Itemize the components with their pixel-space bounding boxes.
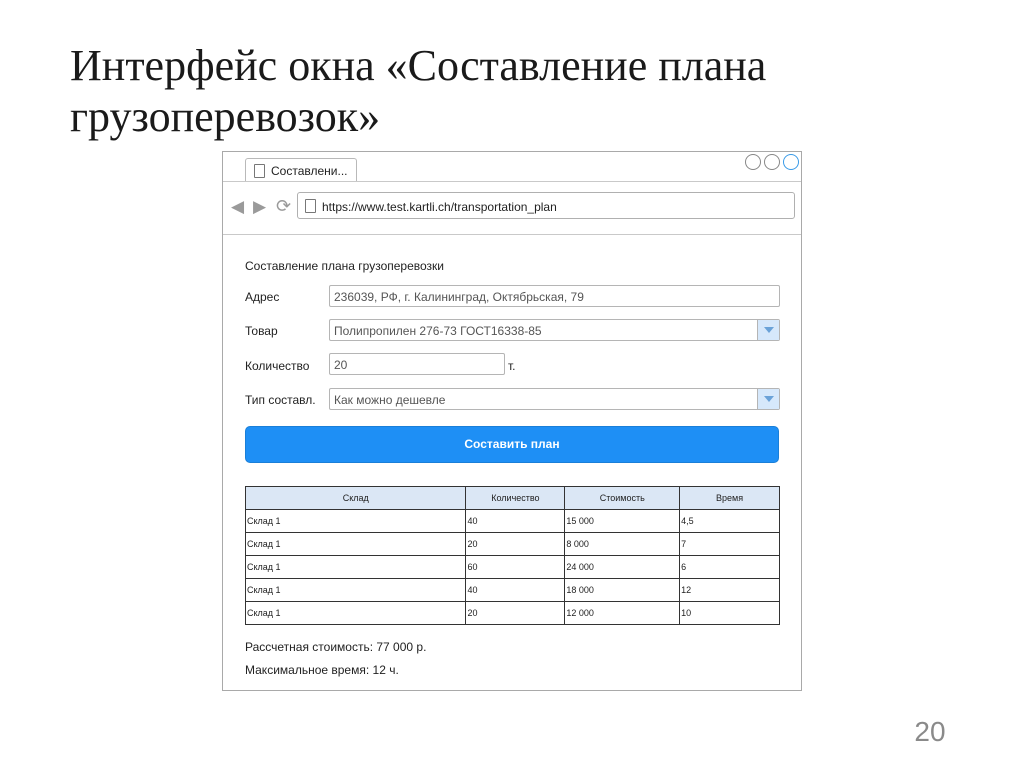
build-plan-button[interactable]: Составить план [245, 426, 779, 463]
table-cell: 6 [680, 556, 780, 579]
table-cell: 60 [466, 556, 565, 579]
form-title: Составление плана грузоперевозки [245, 259, 445, 273]
table-cell: 40 [466, 510, 565, 533]
table-row [246, 579, 780, 602]
product-selected-value: Полипропилен 276-73 ГОСТ16338-85 [334, 324, 542, 338]
max-time: Максимальное время: 12 ч. [245, 663, 399, 677]
table-cell: 40 [466, 579, 565, 602]
slide-number: 20 [914, 716, 946, 747]
address-bar[interactable] [297, 192, 795, 219]
table-cell: 24 000 [565, 556, 680, 579]
window-maximize-button[interactable] [764, 154, 780, 170]
slide-title: Интерфейс окна «Составление плана грузоперевозок» [70, 41, 767, 141]
column-header-cost: Стоимость [565, 487, 680, 510]
chevron-down-icon[interactable] [757, 320, 779, 340]
arrow-left-icon[interactable]: ◀ [231, 197, 245, 216]
table-cell: 20 [466, 602, 565, 625]
column-header-time: Время [680, 487, 780, 510]
browser-tab[interactable] [245, 158, 357, 182]
tab-bar [223, 152, 801, 182]
tab-title: Составлени... [271, 164, 348, 178]
table-row [246, 510, 780, 533]
product-label: Товар [245, 324, 278, 338]
plan-type-label: Тип составл. [245, 393, 316, 407]
arrow-right-icon[interactable]: ▶ [253, 197, 267, 216]
address-input[interactable]: 236039, РФ, г. Калининград, Октябрьская, 79 [329, 285, 780, 307]
estimated-cost: Рассчетная стоимость: 77 000 р. [245, 640, 427, 654]
table-row [246, 556, 780, 579]
table-row [246, 602, 780, 625]
browser-window [222, 151, 802, 691]
table-cell: 18 000 [565, 579, 680, 602]
product-select[interactable] [329, 319, 780, 341]
table-row [246, 533, 780, 556]
quantity-label: Количество [245, 359, 310, 373]
table-cell: Склад 1 [246, 602, 466, 625]
table-cell: Склад 1 [246, 579, 466, 602]
navigation-bar [223, 182, 801, 232]
table-cell: 8 000 [565, 533, 680, 556]
quantity-unit: т. [508, 359, 516, 373]
plan-type-select[interactable] [329, 388, 780, 410]
table-header-row [246, 487, 780, 510]
column-header-warehouse: Склад [246, 487, 466, 510]
table-cell: 10 [680, 602, 780, 625]
url-text: https://www.test.kartli.ch/transportation_plan [322, 200, 557, 214]
address-label: Адрес [245, 290, 280, 304]
results-table [245, 486, 780, 625]
table-cell: 12 [680, 579, 780, 602]
chevron-down-icon[interactable] [757, 389, 779, 409]
quantity-input[interactable]: 20 [329, 353, 505, 375]
table-cell: 15 000 [565, 510, 680, 533]
table-cell: Склад 1 [246, 556, 466, 579]
page-icon [305, 199, 316, 213]
table-cell: 7 [680, 533, 780, 556]
reload-icon[interactable]: ⟳ [276, 196, 292, 216]
table-cell: Склад 1 [246, 533, 466, 556]
table-cell: 12 000 [565, 602, 680, 625]
plan-type-selected-value: Как можно дешевле [334, 393, 446, 407]
window-minimize-button[interactable] [745, 154, 761, 170]
table-cell: 4,5 [680, 510, 780, 533]
column-header-quantity: Количество [466, 487, 565, 510]
window-close-button[interactable] [783, 154, 799, 170]
document-icon [254, 164, 265, 178]
table-cell: 20 [466, 533, 565, 556]
table-cell: Склад 1 [246, 510, 466, 533]
